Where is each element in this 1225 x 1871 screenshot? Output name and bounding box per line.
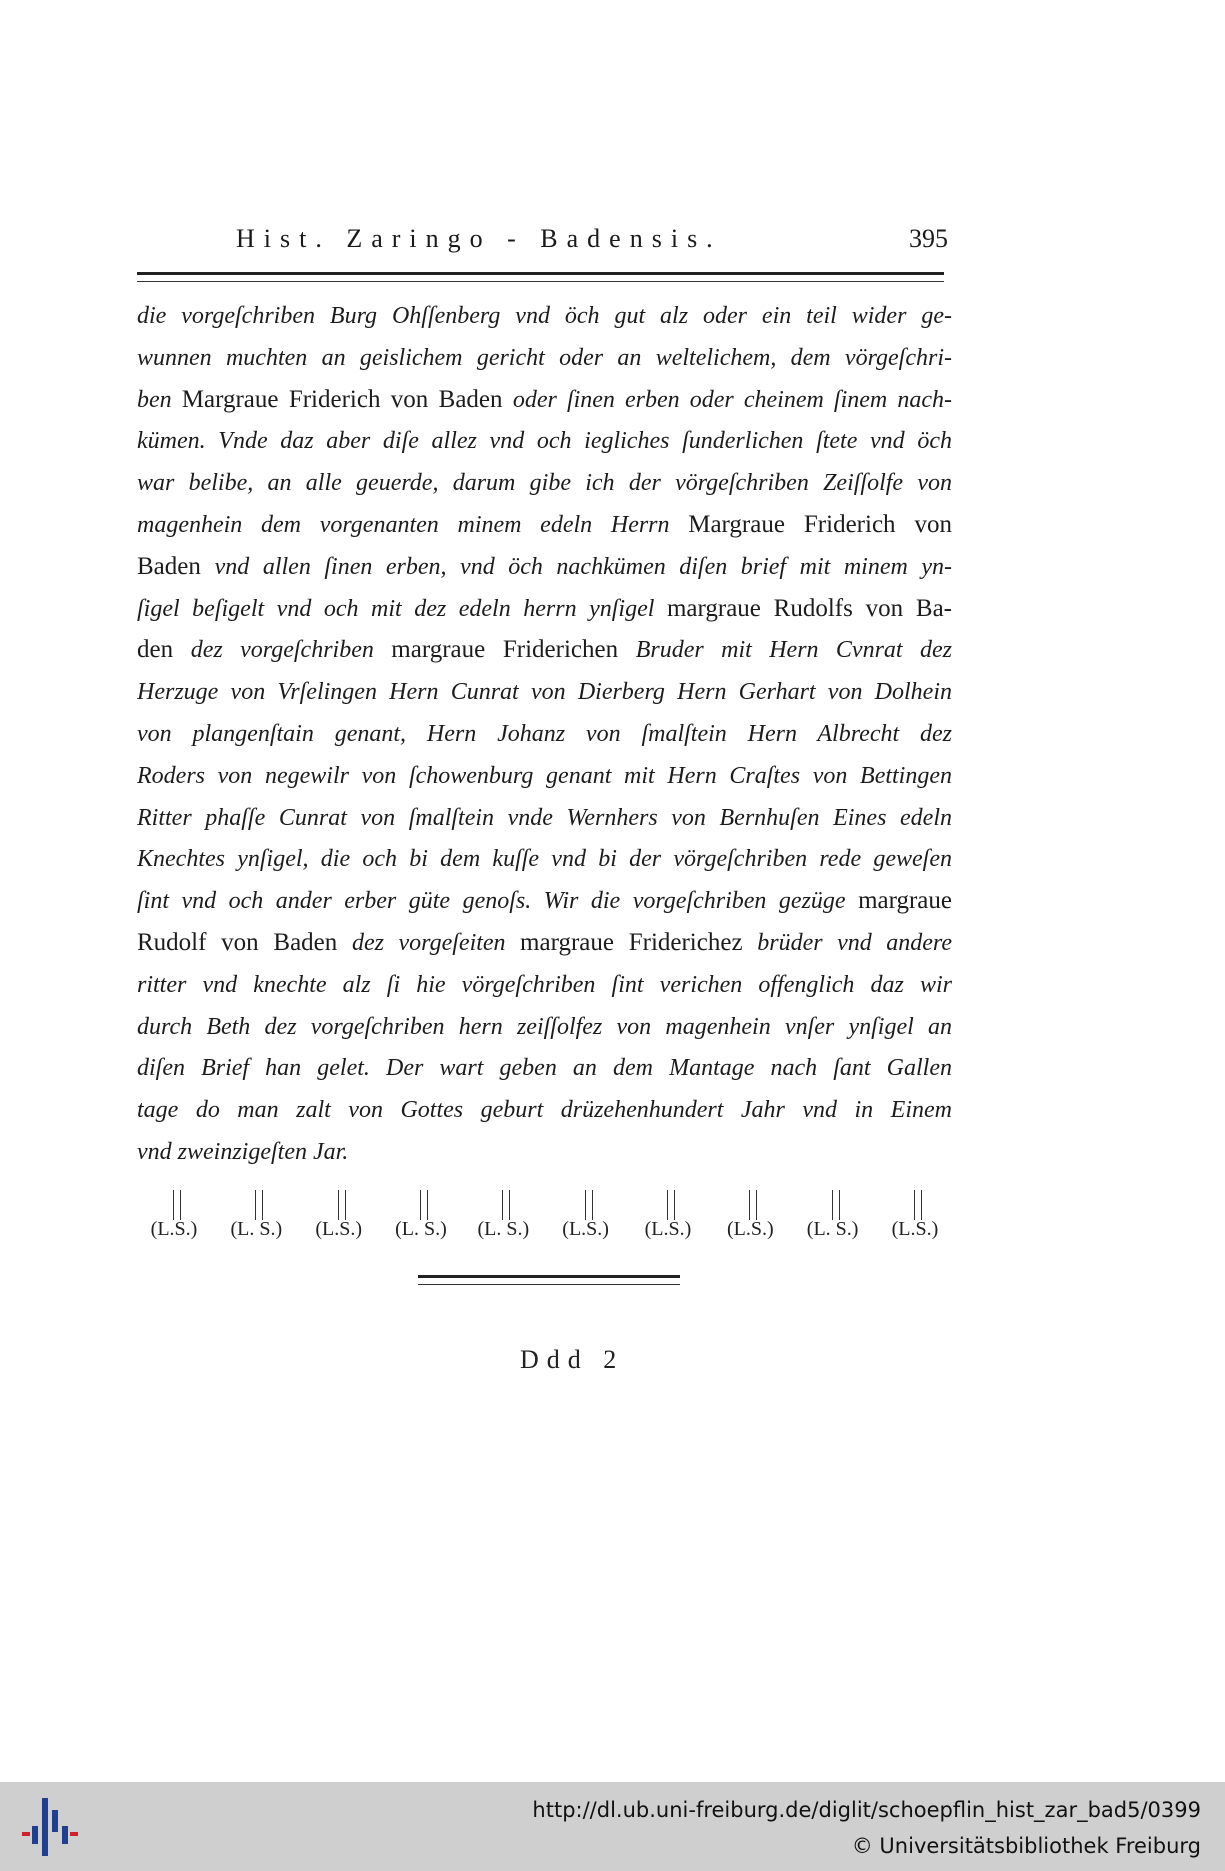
text-line [137,797,952,839]
text-line [137,420,952,462]
roman-text: Rudolf von Baden [137,928,353,956]
ub-freiburg-logo-icon[interactable] [20,1796,80,1858]
seal-label: (L. S.) [477,1218,530,1240]
italic-text: Knechtes ynſigel, die och bi dem kuſſe vnd bi der vörgeſchriben rede geweſen [137,846,952,873]
seal-label: (L. S.) [230,1218,283,1240]
seal-mark [384,1190,458,1250]
roman-text: den [137,636,191,664]
roman-text: Baden [137,552,215,580]
text-line [137,1047,952,1089]
text-line [137,964,952,1006]
text-line [137,880,952,922]
italic-text: ſigel beſigelt vnd och mit dez edeln herrn ynſigel [137,595,667,622]
italic-text: Herzuge von Vrſelingen Hern Cunrat von Dierberg Hern Gerhart von Dolhein [137,679,952,706]
italic-text: kümen. Vnde daz aber diſe allez vnd och iegliches ſunderlichen ſtete vnd öch [137,428,952,455]
signature-mark: Ddd 2 [520,1345,625,1374]
closing-rule [418,1275,680,1285]
seal-cord-icon [749,1190,757,1220]
italic-text: tage do man zalt von Gottes geburt drüzehenhundert Jahr vnd in Einem [137,1097,952,1124]
seal-mark [549,1190,623,1250]
text-line [137,1006,952,1048]
page-number: 395 [909,224,948,253]
italic-text: Bruder mit Hern Cvnrat dez [635,637,952,664]
text-line [137,1131,952,1173]
header-rule [137,272,944,282]
seal-label: (L.S.) [726,1218,774,1240]
seal-cord-icon [914,1190,922,1220]
seal-cord-icon [667,1190,675,1220]
seal-mark [219,1190,293,1250]
italic-text: dez vorgeſchriben [190,637,392,664]
text-line [137,588,952,630]
seal-cord-icon [502,1190,510,1220]
seal-label: (L.S.) [644,1218,692,1240]
viewer-footer [0,1782,1225,1871]
charter-text [137,295,952,1173]
seal-mark [466,1190,540,1250]
italic-text: die vorgeſchriben Burg Ohſſenberg vnd öch gut alz oder ein teil wider ge- [137,303,952,329]
italic-text: Roders von negewilr von ſchowenburg genant mit Hern Craſtes von Bettingen [137,762,952,789]
text-line [137,546,952,588]
italic-text: brüder vnd andere [757,929,952,956]
italic-text: durch Beth dez vorgeſchriben hern zeiſſolfez von magenhein vnſer ynſigel an [137,1013,952,1040]
italic-text: ſint vnd och ander erber güte genoſs. Wir die vorgeſchriben gezüge [137,888,859,915]
text-line [137,713,952,755]
italic-text: oder ſinen erben oder cheinem ſinem nach- [512,386,952,413]
text-line [137,295,952,337]
seal-cord-icon [338,1190,346,1220]
roman-text: margraue Rudolfs von Ba- [666,594,952,622]
text-line [137,379,952,421]
seal-label: (L.S.) [150,1218,198,1240]
seal-label: (L.S.) [891,1218,939,1240]
text-line [137,629,952,671]
roman-text: margraue Friderichez [520,928,758,956]
text-line [137,504,952,546]
text-line [137,462,952,504]
text-line [137,337,952,379]
seal-mark [137,1190,211,1250]
seal-cord-icon [173,1190,181,1220]
italic-text: diſen Brief han gelet. Der wart geben an dem Mantage nach ſant Gallen [137,1055,952,1082]
text-line [137,671,952,713]
running-title: Hist. Zaringo - Badensis. [236,224,722,253]
italic-text: dez vorgeſeiten [352,929,521,956]
seal-label: (L. S.) [395,1218,447,1240]
seal-label: (L.S.) [315,1218,362,1240]
seal-mark [631,1190,705,1250]
italic-text: ritter vnd knechte alz ſi hie vörgeſchriben ſint verichen offenglich daz wir [137,971,952,998]
roman-text: Margraue Friderich von Baden [181,385,513,413]
seal-mark [878,1190,952,1250]
text-line [137,1089,952,1131]
copyright-notice: © Universitätsbibliothek Freiburg [851,1834,1201,1858]
italic-text: vnd allen ſinen erben, vnd öch nachkümen diſen brief mit minem yn- [214,553,952,580]
seal-cord-icon [832,1190,840,1220]
text-line [137,755,952,797]
seal-cord-icon [420,1190,428,1220]
text-line [137,922,952,964]
italic-text: magenhein dem vorgenanten minem edeln Herrn [137,511,689,538]
italic-text: war belibe, an alle geuerde, darum gibe ich der vörgeſchriben Zeiſſolfe von [137,470,952,497]
italic-text: ben [137,386,182,413]
seal-mark [796,1190,870,1250]
seal-label: (L.S.) [562,1218,609,1240]
italic-text: Ritter phaſſe Cunrat von ſmalſtein vnde Wernhers von Bernhuſen Eines edeln [137,804,952,831]
roman-text: margraue Friderichen [391,636,636,664]
roman-text: margraue [858,887,952,915]
seal-cord-icon [255,1190,263,1220]
roman-text: Margraue Friderich von [688,510,952,538]
permalink[interactable]: http://dl.ub.uni-freiburg.de/diglit/schoepflin_hist_zar_bad5/0399 [532,1798,1201,1822]
seal-mark [302,1190,376,1250]
seal-label: (L. S.) [806,1218,859,1240]
seal-row [137,1190,952,1250]
text-line [137,838,952,880]
seal-mark [713,1190,787,1250]
italic-text: vnd zweinzigeſten Jar. [137,1138,349,1165]
seal-cord-icon [585,1190,593,1220]
page-header [236,218,948,258]
italic-text: wunnen muchten an geislichem gericht oder an weltelichem, dem vörgeſchri- [137,344,952,371]
italic-text: von plangenſtain genant, Hern Johanz von ſmalſtein Hern Albrecht dez [137,720,952,747]
